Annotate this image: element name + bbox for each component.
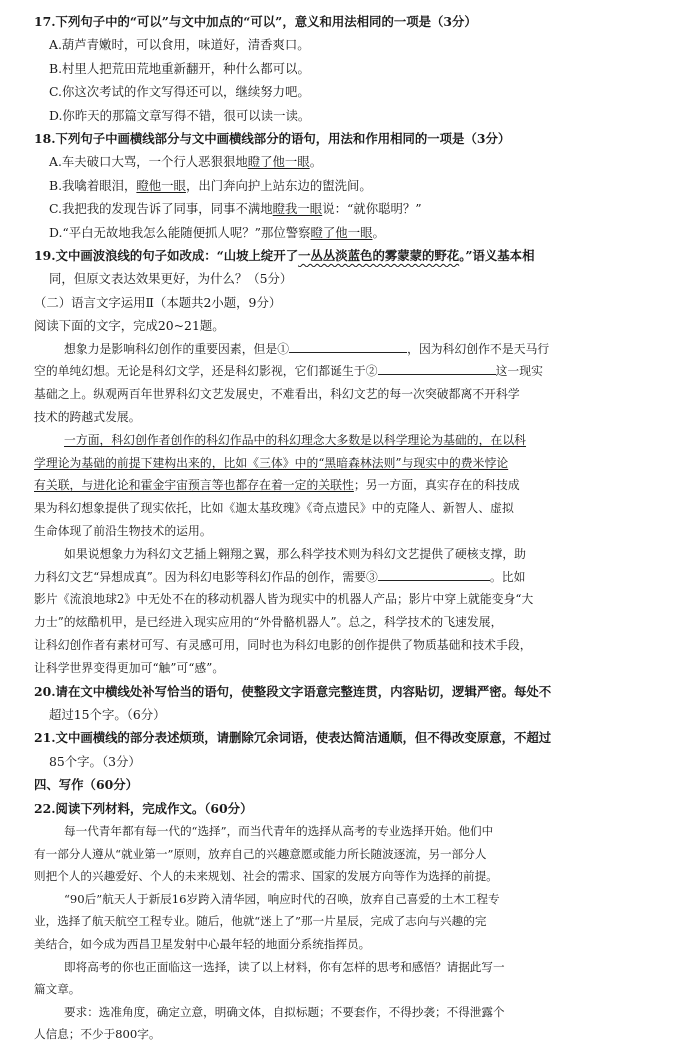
question-20-stem: 20.请在文中横线处补写恰当的语句，使整段文字语意完整连贯，内容贴切，逻辑严密。每处不 <box>34 683 552 699</box>
underlined-passage: 学理论为基础的前提下建构出来的，比如《三体》中的“黑暗森林法则”与现实中的费米悖论 <box>34 455 509 470</box>
section-heading-writing: 四、写作（60分） <box>34 777 138 793</box>
essay-requirements: 人信息；不少于800字。 <box>34 1027 161 1042</box>
passage-line: 影片《流浪地球2》中无处不在的移动机器人皆为现实中的机器人产品；影片中穿上就能变身“大 <box>34 592 534 607</box>
answer-blank-1[interactable] <box>289 338 407 353</box>
question-17-stem: 17.下列句子中的“可以”与文中加点的“可以”，意义和用法相同的一项是（3分） <box>34 14 477 29</box>
question-19-stem: 19.文中画波浪线的句子如改成：“山坡上绽开了一丛丛淡蓝色的雾蒙蒙的野花。”语义基本相 <box>34 248 535 264</box>
passage-line: 技术的跨越式发展。 <box>34 410 141 425</box>
passage-line: 空的单纯幻想。无论是科幻文学，还是科幻影视，它们都诞生于② 这一现实 <box>34 360 671 383</box>
passage-line: 想象力是影响科幻创作的重要因素，但是① ，因为科幻创作不是天马行 <box>34 338 671 361</box>
passage-line: 让科学世界变得更加可“触”可“感”。 <box>34 660 225 675</box>
essay-prompt: 即将高考的你也正面临这一选择，读了以上材料，你有怎样的思考和感悟？请据此写一 <box>64 959 505 974</box>
question-20-stem-cont: 超过15个字。（6分） <box>49 707 166 723</box>
passage-line: 有关联，与进化论和霍金宇宙预言等也都存在着一定的关联性；另一方面，真实存在的科技成 <box>34 478 520 493</box>
essay-line: “90后”航天人于新辰16岁跨入清华园，响应时代的召唤，放弃自己喜爱的土木工程专 <box>64 891 500 906</box>
essay-line: 美结合，如今成为西昌卫星发射中心最年轻的地面分系统指挥员。 <box>34 937 371 952</box>
question-17-option-d: D.你昨天的那篇文章写得不错，很可以读一读。 <box>49 107 311 123</box>
passage-line: 基础之上。纵观两百年世界科幻文艺发展史，不难看出，科幻文艺的每一次突破都离不开科学 <box>34 387 520 402</box>
passage-line: 让科幻创作者有素材可写、有灵感可用，同时也为科幻电影的创作提供了物质基础和技术手段， <box>34 638 532 653</box>
reading-instruction: 阅读下面的文字，完成20~21题。 <box>34 318 225 334</box>
essay-line: 业，选择了航天航空工程专业。随后，他就“迷上了”那一片星辰，完成了志向与兴趣的完 <box>34 914 487 929</box>
underlined-phrase: 瞪我一眼 <box>272 201 323 217</box>
essay-material <box>34 820 671 1046</box>
essay-line: 则把个人的兴趣爱好、个人的未来规划、社会的需求、国家的发展方向等作为选择的前提。 <box>34 869 498 884</box>
question-21-stem-cont: 85个字。（3分） <box>49 753 141 769</box>
passage-line <box>34 452 671 475</box>
question-18-option-a: A.车夫破口大骂，一个行人恶狠狠地瞪了他一眼。 <box>49 154 323 170</box>
passage-line: 如果说想象力为科幻文艺插上翱翔之翼，那么科学技术则为科幻文艺提供了硬核支撑，助 <box>64 546 527 561</box>
question-18-option-b: B.我噙着眼泪，瞪他一眼，出门奔向护上站东边的盥洗间。 <box>49 177 372 193</box>
passage-line: 果为科幻想象提供了现实依托，比如《迦太基玫瑰》《奇点遗民》中的克隆人、新智人、虚拟 <box>34 501 514 516</box>
question-17-option-a: A.葫芦青嫩时，可以食用，味道好，清香爽口。 <box>49 37 310 53</box>
question-18-option-d: D.“平白无故地我怎么能随便抓人呢？”那位警察瞪了他一眼。 <box>49 224 385 240</box>
essay-line: 每一代青年都有每一代的“选择”，而当代青年的选择从高考的专业选择开始。他们中 <box>64 824 494 839</box>
essay-line: 有一部分人遵从“就业第一”原则，放弃自己的兴趣意愿或能力所长随波逐流，另一部分人 <box>34 846 487 861</box>
reading-passage <box>34 338 671 680</box>
question-18-stem: 18.下列句子中画横线部分与文中画横线部分的语句，用法和作用相同的一项是（3分） <box>34 131 511 147</box>
passage-line: 力科幻文艺“异想成真”。因为科幻电影等科幻作品的创作，需要③ 。比如 <box>34 566 671 589</box>
passage-line: 力士”的炫酷机甲，是已经进入现实应用的“外骨骼机器人”。总之，科学技术的飞速发展， <box>34 615 503 630</box>
question-21-stem: 21.文中画横线的部分表述烦琐，请删除冗余词语，使表达简洁通顺，但不得改变原意，不超过 <box>34 730 552 746</box>
underlined-phrase: 瞪他一眼 <box>136 177 186 193</box>
question-17-option-b: B.村里人把荒田荒地重新翻开，种什么都可以。 <box>49 60 310 76</box>
wavy-underlined-phrase: 一丛丛淡蓝色的雾蒙蒙的野花 <box>298 248 460 264</box>
underlined-phrase: 瞪了他一眼 <box>247 154 310 170</box>
underlined-phrase: 瞪了他一眼 <box>310 224 373 240</box>
question-18-option-c: C.我把我的发现告诉了同事，同事不满地瞪我一眼说：“就你聪明？” <box>49 201 422 217</box>
essay-prompt: 篇文章。 <box>34 982 81 997</box>
essay-requirements: 要求：选准角度，确定立意，明确文体，自拟标题；不要套作，不得抄袭；不得泄露个 <box>64 1004 505 1019</box>
underlined-passage: 有关联，与进化论和霍金宇宙预言等也都存在着一定的关联性 <box>34 478 354 493</box>
question-22-stem: 22.阅读下列材料，完成作文。（60分） <box>34 800 253 816</box>
question-17-option-c: C.你这次考试的作文写得还可以，继续努力吧。 <box>49 84 310 100</box>
question-19-stem-cont: 同，但原文表达效果更好，为什么？（5分） <box>49 271 293 287</box>
underlined-passage: 一方面，科幻创作者创作的科幻作品中的科幻理念大多数是以科学理论为基础的，在以科 <box>64 432 527 447</box>
passage-line: 生命体现了前沿生物技术的运用。 <box>34 524 212 539</box>
answer-blank-3[interactable] <box>378 566 490 581</box>
section-heading-language-use: （二）语言文字运用Ⅱ（本题共2小题，9分） <box>34 294 282 310</box>
answer-blank-2[interactable] <box>378 360 496 375</box>
passage-line <box>34 429 671 452</box>
